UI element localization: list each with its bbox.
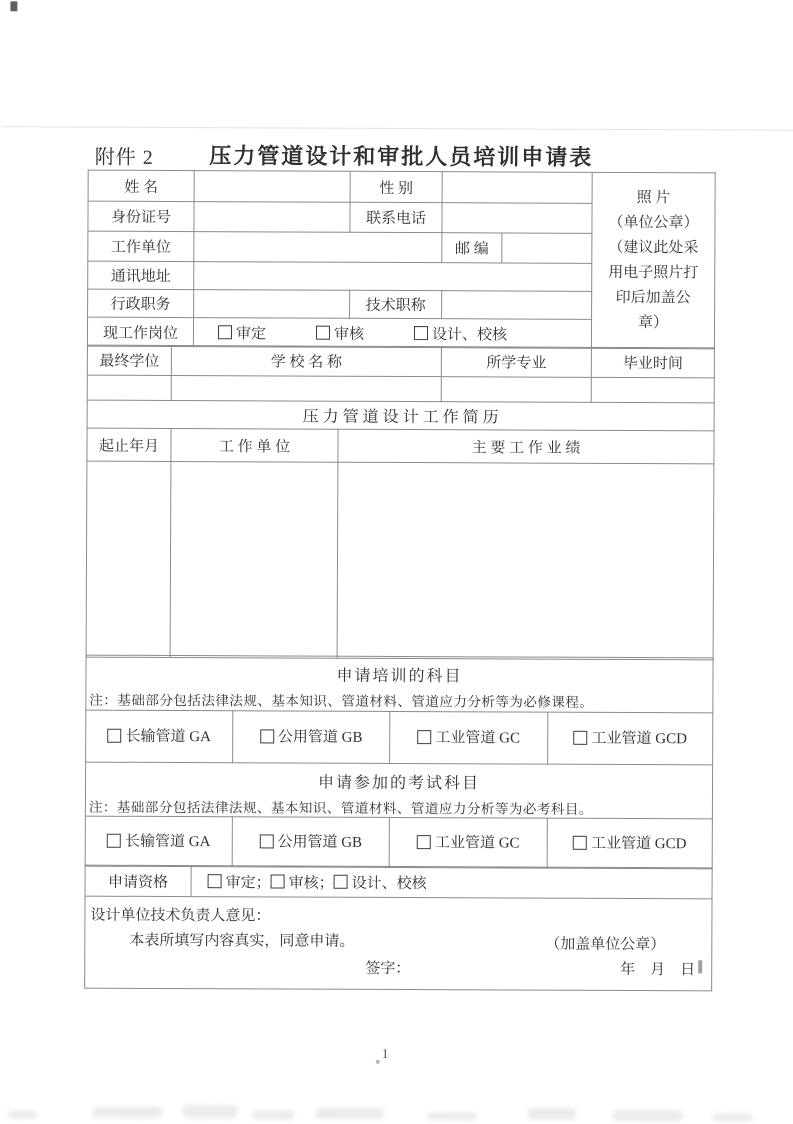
name-input[interactable] [194, 171, 350, 203]
tech-title-label: 技术职称 [350, 290, 442, 318]
checkbox-icon[interactable] [316, 326, 330, 340]
history-achievement-input[interactable] [337, 462, 714, 660]
position-option-sheji[interactable]: 设计、校核 [414, 323, 507, 344]
training-option-gc[interactable]: 工业管道 GC [390, 711, 548, 764]
address-input[interactable] [194, 262, 592, 292]
checkbox-icon[interactable] [573, 731, 587, 745]
tech-title-input[interactable] [442, 291, 592, 320]
date-label: 年 月 日 [620, 961, 696, 979]
gender-label: 性 别 [350, 171, 442, 202]
address-label: 通讯地址 [88, 261, 194, 289]
postcode-label: 邮 编 [442, 233, 502, 263]
signature-label: 签字： [365, 960, 411, 978]
exam-header: 申请参加的考试科目 [317, 774, 481, 793]
checkbox-icon[interactable] [573, 836, 587, 850]
scan-smudge [428, 1112, 478, 1120]
grad-label: 毕业时间 [591, 347, 714, 378]
exam-option-gb[interactable]: 公用管道 GB [232, 817, 389, 868]
training-note: 注：基础部分包括法律法规、基本知识、管道材料、管道应力分析等为必修课程。 [89, 692, 594, 710]
training-option-gb[interactable]: 公用管道 GB [233, 711, 390, 764]
checkbox-icon[interactable] [260, 729, 274, 743]
checkbox-icon[interactable] [107, 833, 121, 847]
checkbox-icon[interactable] [414, 326, 428, 340]
scan-smudge [8, 1110, 38, 1118]
scan-mark-right [698, 960, 702, 973]
scan-line-artifact [2, 126, 793, 130]
history-employer-input[interactable] [170, 461, 338, 658]
training-header: 申请培训的科目 [336, 667, 463, 686]
scan-smudge [93, 1107, 163, 1118]
qualification-opinion-table [84, 865, 713, 992]
history-period-input[interactable] [86, 461, 171, 657]
checkbox-icon[interactable] [208, 874, 222, 888]
opinion-cell [85, 896, 712, 991]
school-label: 学 校 名 称 [171, 346, 441, 377]
school-input[interactable] [171, 376, 441, 402]
admin-title-input[interactable] [194, 290, 350, 319]
scan-smudge [528, 1108, 576, 1120]
checkbox-icon[interactable] [218, 325, 232, 339]
opinion-body: 本表所填写内容真实，同意申请。 [129, 932, 355, 950]
checkbox-icon[interactable] [417, 730, 431, 744]
scan-smudge [713, 1113, 753, 1121]
opinion-seal-note: （加盖单位公章） [545, 936, 666, 954]
major-label: 所学专业 [441, 347, 591, 378]
checkbox-icon[interactable] [107, 728, 121, 742]
checkbox-icon[interactable] [417, 835, 431, 849]
admin-title-label: 行政职务 [88, 289, 194, 317]
attachment-label: 附件 2 [94, 146, 154, 169]
qualification-label: 申请资格 [85, 865, 191, 896]
position-label: 现工作岗位 [87, 317, 193, 346]
employer-input[interactable] [194, 232, 442, 263]
major-input[interactable] [441, 377, 591, 403]
id-input[interactable] [194, 202, 350, 233]
personal-info-table [87, 170, 716, 350]
position-options-cell [193, 318, 591, 349]
scan-dot [376, 1060, 380, 1064]
degree-label: 最终学位 [87, 345, 171, 375]
grad-input[interactable] [591, 377, 714, 403]
checkbox-icon[interactable] [259, 834, 273, 848]
exam-option-ga[interactable]: 长输管道 GA [85, 816, 232, 867]
exam-header-cell [85, 762, 712, 819]
scan-smudge [253, 1110, 295, 1119]
history-col-achievement: 主 要 工 作 业 绩 [338, 429, 714, 464]
phone-input[interactable] [442, 203, 592, 234]
education-history-table [86, 345, 715, 661]
page-number: 1 [381, 1045, 389, 1061]
training-option-ga[interactable]: 长输管道 GA [86, 710, 233, 763]
position-option-shenhe[interactable]: 审核 [316, 322, 364, 343]
training-option-gcd[interactable]: 工业管道 GCD [548, 712, 713, 765]
photo-box[interactable] [591, 172, 715, 349]
qualification-option-shending[interactable]: 审定； [208, 871, 271, 892]
scan-smudge [183, 1105, 238, 1118]
qualification-option-shenhe[interactable]: 审核； [271, 871, 334, 892]
history-col-period: 起止年月 [87, 428, 171, 461]
exam-option-gcd[interactable]: 工业管道 GCD [547, 818, 712, 869]
training-header-cell [86, 655, 713, 713]
checkbox-icon[interactable] [271, 874, 285, 888]
position-option-shending[interactable]: 审定 [218, 322, 266, 343]
gender-input[interactable] [442, 172, 592, 204]
history-section-header: 压 力 管 道 设 计 工 作 简 历 [87, 400, 714, 431]
name-label: 姓 名 [88, 170, 194, 201]
employer-label: 工作单位 [88, 231, 194, 261]
degree-input[interactable] [87, 375, 171, 400]
qualification-option-sheji[interactable]: 设计、校核 [334, 871, 427, 892]
scan-mark-top-left [10, 1, 17, 11]
checkbox-icon[interactable] [334, 875, 348, 889]
page-title: 压力管道设计和审批人员培训申请表 [209, 143, 594, 170]
history-col-employer: 工 作 单 位 [171, 428, 338, 462]
postcode-input[interactable] [502, 233, 592, 263]
exam-note: 注：基础部分包括法律法规、基本知识、管道材料、管道应力分析等为必考科目。 [88, 799, 593, 817]
opinion-title: 设计单位技术负责人意见： [90, 907, 271, 925]
phone-label: 联系电话 [350, 202, 442, 232]
id-label: 身份证号 [88, 201, 194, 231]
scan-smudge [613, 1110, 683, 1121]
subjects-table [85, 655, 714, 870]
exam-option-gc[interactable]: 工业管道 GC [389, 817, 547, 868]
scan-smudge [316, 1108, 384, 1119]
photo-instructions: 照 片 （单位公章） （建议此处采 用电子照片打 印后加盖公 章） [608, 189, 699, 331]
qualification-options-cell [191, 866, 712, 899]
